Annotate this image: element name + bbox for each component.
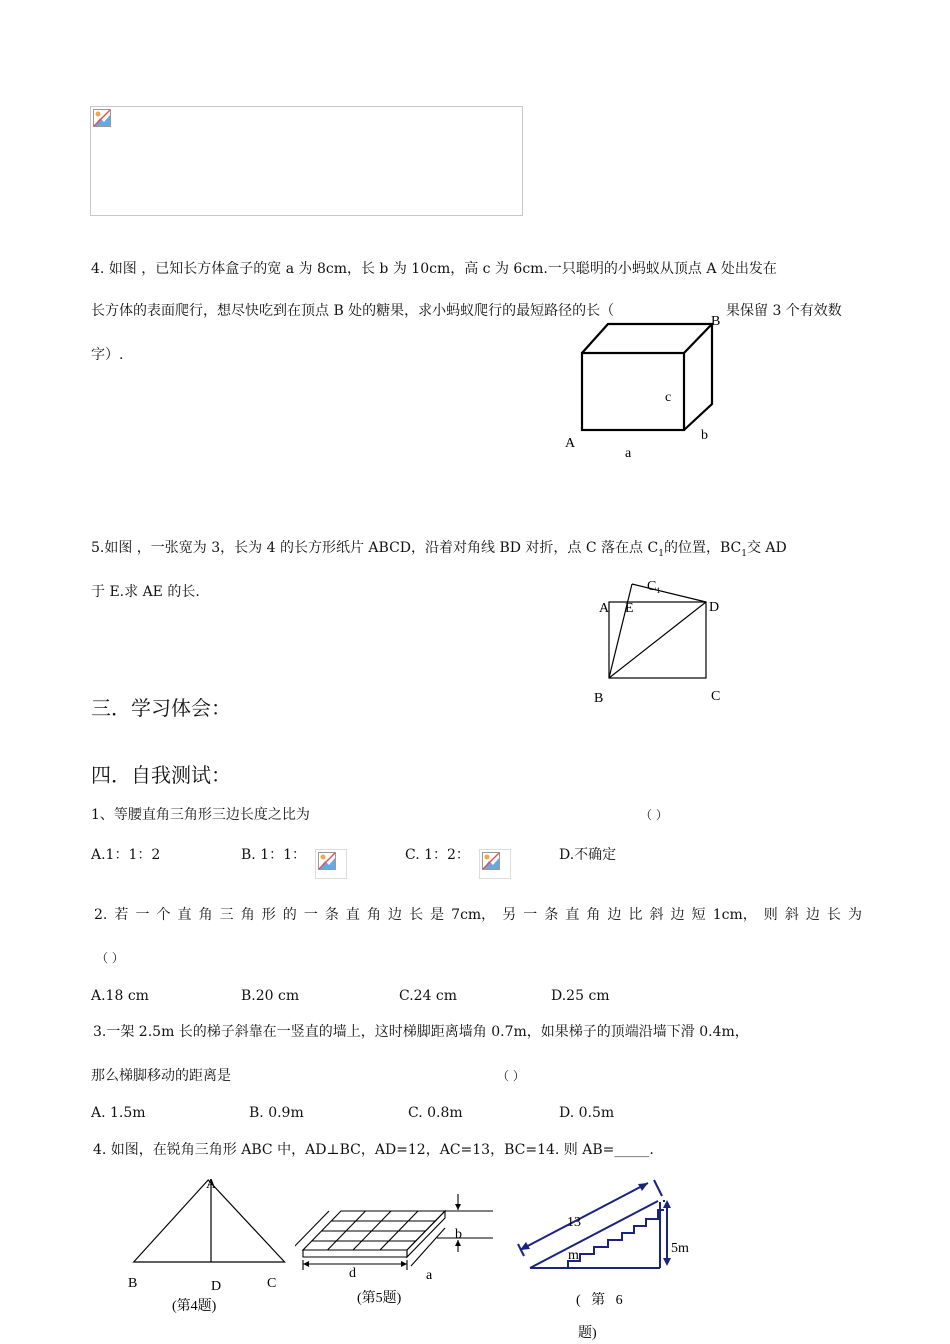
- image-placeholder-box: [90, 106, 523, 216]
- t3-line1: 3.一架 2.5m 长的梯子斜靠在一竖直的墙上，这时梯脚距离墙角 0.7m，如果梯子的顶端沿墙下滑 0.4m，: [93, 1024, 749, 1040]
- t2-token: 直: [177, 907, 192, 923]
- t1-option-c: C. 1：2：: [405, 847, 470, 863]
- t3-option-d: D. 0.5m: [559, 1105, 615, 1121]
- t1-option-a: A.1：1：2: [91, 847, 161, 863]
- t2-token: 则: [763, 907, 778, 923]
- grid-label-a: a: [426, 1268, 433, 1283]
- grid-label-d: d: [349, 1266, 356, 1281]
- stairs-label-13: 13: [567, 1215, 581, 1230]
- t2-option-d: D.25 cm: [551, 988, 610, 1004]
- q5-sub1: 1: [658, 548, 664, 559]
- fold-label-D: D: [709, 600, 720, 615]
- t2-token: 7cm，: [451, 907, 496, 923]
- fig6-caption-line1: ( 第 6: [576, 1293, 623, 1308]
- t2-token: 直: [565, 907, 580, 923]
- q4-line2: 长方体的表面爬行，想尽快吃到在顶点 B 处的糖果，求小蚂蚁爬行的最短路径的长（: [91, 303, 615, 319]
- section-4-heading: 四．自我测试：: [91, 763, 231, 787]
- t2-token: 形: [261, 907, 276, 923]
- fig5-caption: (第5题): [357, 1291, 402, 1306]
- fig4-caption: (第4题): [172, 1299, 217, 1314]
- t1-option-b-image: [315, 849, 347, 879]
- t2-paren: （ ）: [96, 951, 124, 965]
- t2-line1: [94, 905, 862, 925]
- grid-ramp-figure: [295, 1190, 495, 1315]
- broken-image-icon: [318, 852, 336, 870]
- cuboid-label-c: c: [665, 390, 672, 405]
- q5-line1-b: 的位置，BC: [663, 540, 742, 556]
- t2-token: 条: [324, 907, 339, 923]
- t2-token: 直: [345, 907, 360, 923]
- tri-label-D: D: [211, 1279, 222, 1294]
- stairs-label-m: m: [568, 1248, 579, 1263]
- q4-line2-end: 果保留 3 个有效数: [726, 303, 842, 319]
- t2-token: 边: [607, 907, 622, 923]
- t3-option-b: B. 0.9m: [249, 1105, 304, 1121]
- t2-token: 1cm，: [712, 907, 757, 923]
- stairs-ladder-figure: [510, 1172, 710, 1344]
- t2-token: 斜: [784, 907, 799, 923]
- t3-line2: 那么梯脚移动的距离是: [91, 1068, 231, 1084]
- t2-token: 另: [502, 907, 517, 923]
- t2-token: 一: [523, 907, 538, 923]
- t2-token: 边: [805, 907, 820, 923]
- cuboid-figure: [555, 310, 735, 470]
- fold-label-C: C: [711, 689, 721, 704]
- fold-label-A: A: [599, 601, 610, 616]
- t2-token: 为: [847, 907, 862, 923]
- t1-option-b: B. 1：1：: [241, 847, 307, 863]
- t1-paren: （ ）: [640, 808, 668, 822]
- t2-token: 斜: [649, 907, 664, 923]
- broken-image-icon: [482, 852, 500, 870]
- t2-token: 比: [628, 907, 643, 923]
- t3-option-a: A. 1.5m: [91, 1105, 146, 1121]
- t1-question: 1、等腰直角三角形三边长度之比为: [91, 807, 310, 823]
- q5-line1-c: 交 AD: [746, 540, 787, 556]
- t1-option-d: D.不确定: [559, 847, 617, 863]
- fold-label-C1-letter: C: [647, 579, 657, 594]
- triangle-figure: [120, 1170, 290, 1320]
- broken-image-icon: [93, 109, 111, 127]
- t2-token: 短: [691, 907, 706, 923]
- fold-label-E: E: [625, 601, 634, 616]
- q5-line1: [91, 538, 787, 564]
- fold-label-C1: [647, 579, 660, 595]
- q5-sub2: 1: [741, 548, 747, 559]
- fold-label-B: B: [594, 691, 604, 706]
- t2-token: 2.: [94, 907, 108, 923]
- t2-option-c: C.24 cm: [399, 988, 458, 1004]
- stairs-label-5m: 5m: [671, 1241, 689, 1256]
- t3-option-c: C. 0.8m: [408, 1105, 463, 1121]
- tri-label-C: C: [267, 1276, 277, 1291]
- t2-token: 条: [544, 907, 559, 923]
- t3-paren: （ ）: [497, 1069, 525, 1083]
- t2-token: 个: [156, 907, 171, 923]
- fig6-caption-line2: 题): [578, 1326, 597, 1341]
- t2-token: 长: [826, 907, 841, 923]
- tri-label-B: B: [128, 1276, 138, 1291]
- cuboid-label-a: a: [625, 446, 632, 461]
- section-3-heading: 三．学习体会：: [91, 696, 231, 720]
- t4-line: 4. 如图，在锐角三角形 ABC 中，AD⊥BC，AD=12，AC=13，BC=14. 则 AB=_____.: [93, 1142, 654, 1158]
- t2-token: 角: [366, 907, 381, 923]
- t1-option-c-image: [479, 849, 511, 879]
- q5-line1-a: 5.如图 ，一张宽为 3，长为 4 的长方形纸片 ABCD，沿着对角线 BD 对折，点 C 落在点 C: [91, 540, 659, 556]
- q4-line1: 4. 如图 ，已知长方体盒子的宽 a 为 8cm，长 b 为 10cm，高 c 为 6cm.一只聪明的小蚂蚁从顶点 A 处出发在: [91, 261, 777, 277]
- t2-token: 角: [586, 907, 601, 923]
- cuboid-label-A: A: [565, 436, 576, 451]
- grid-label-b: b: [455, 1227, 462, 1242]
- t2-token: 是: [430, 907, 445, 923]
- t2-token: 三: [219, 907, 234, 923]
- fold-label-C1-sub: 1: [656, 586, 661, 595]
- t2-option-b: B.20 cm: [241, 988, 300, 1004]
- t2-token: 若: [114, 907, 129, 923]
- folded-rectangle-figure: [585, 572, 735, 712]
- t2-token: 边: [388, 907, 403, 923]
- t2-token: 一: [135, 907, 150, 923]
- t2-token: 的: [282, 907, 297, 923]
- t2-option-a: A.18 cm: [91, 988, 149, 1004]
- t2-token: 角: [198, 907, 213, 923]
- cuboid-label-b: b: [701, 428, 708, 443]
- t2-token: 边: [670, 907, 685, 923]
- t2-token: 一: [303, 907, 318, 923]
- q4-line3: 字）.: [91, 347, 124, 363]
- q5-line2: 于 E.求 AE 的长.: [91, 584, 200, 600]
- cuboid-label-B: B: [711, 314, 721, 329]
- tri-label-A: A: [206, 1177, 217, 1192]
- t2-token: 长: [409, 907, 424, 923]
- t2-token: 角: [240, 907, 255, 923]
